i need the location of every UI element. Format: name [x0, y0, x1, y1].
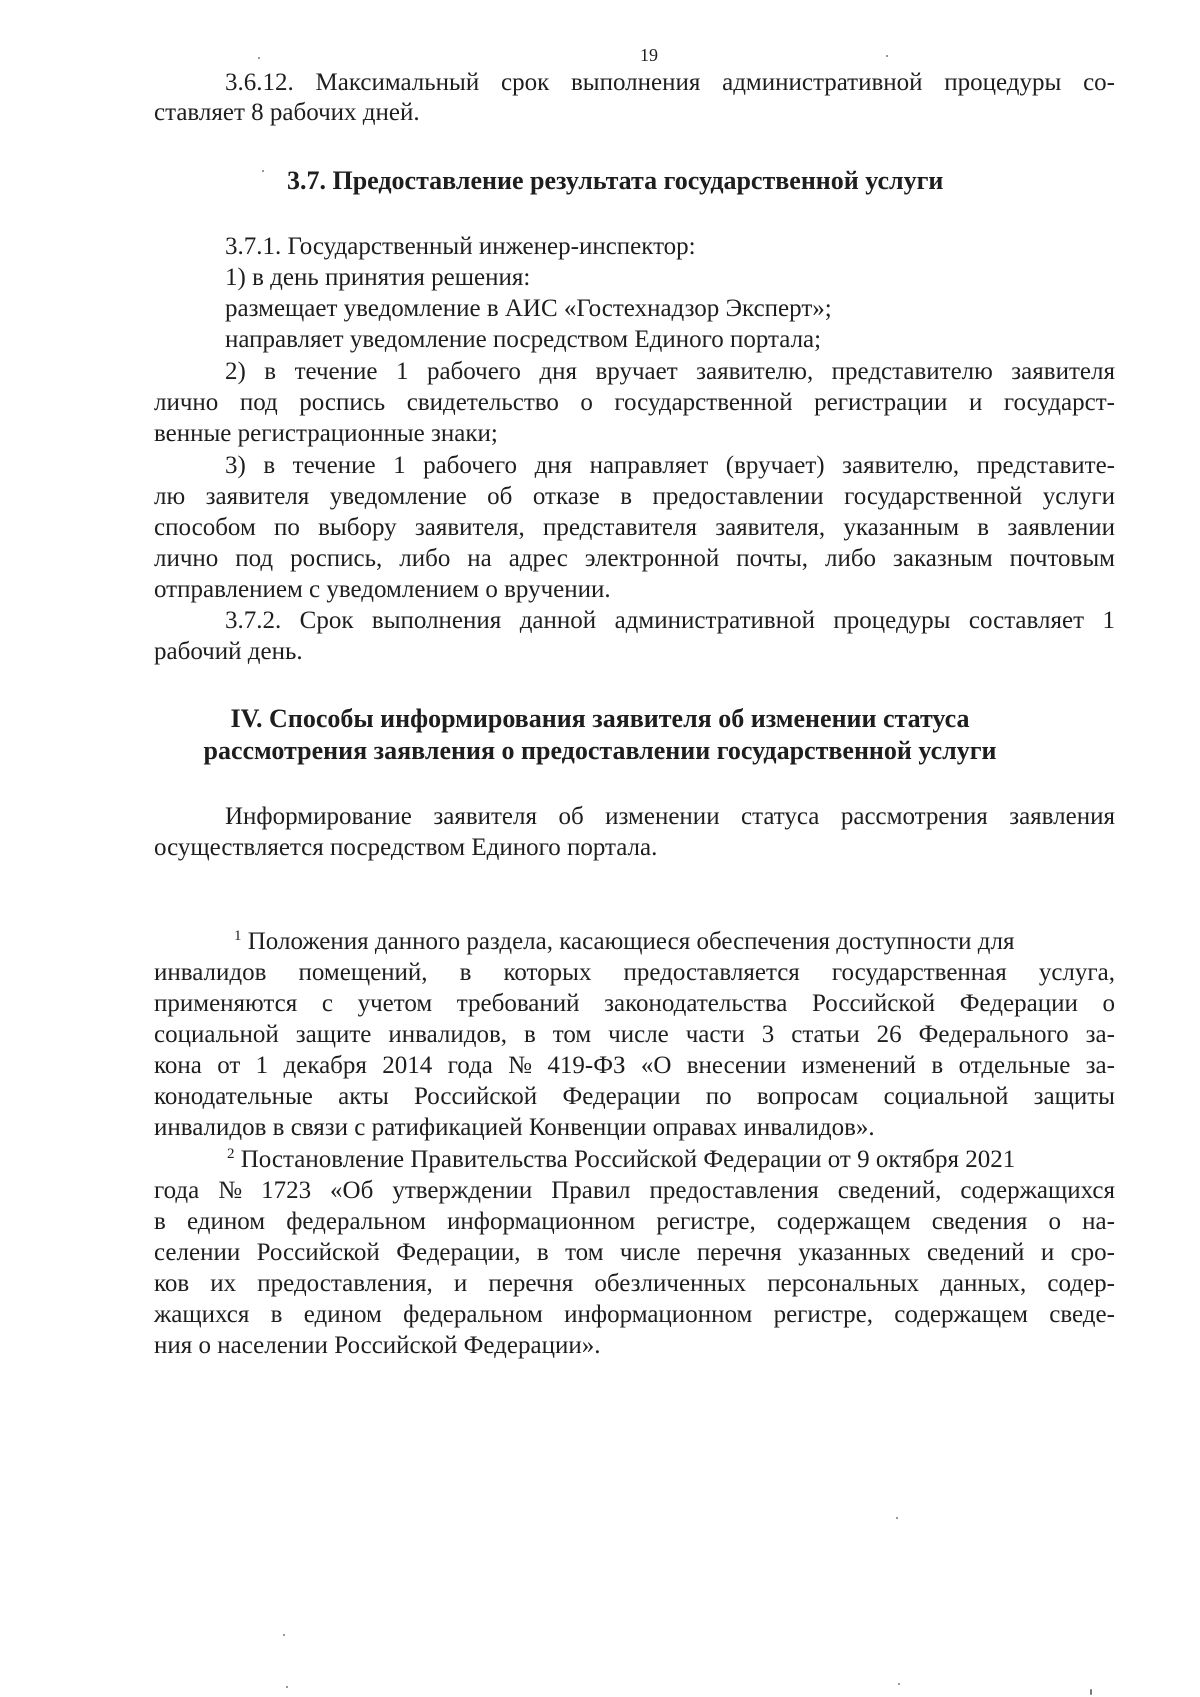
item-2-line-1: 2) в течение 1 рабочего дня вручает заявителю, представителю заявителя: [225, 358, 1115, 385]
item-3-line-2: лю заявителя уведомление об отказе в предоставлении государственной услуги: [154, 483, 1115, 510]
item-3-line-5: отправлением с уведомлением о вручении.: [154, 576, 611, 603]
paragraph-3-7-1-line-3: размещает уведомление в АИС «Гостехнадзор Эксперт»;: [225, 295, 832, 322]
scan-speck: [286, 1686, 288, 1688]
footnote-1-line-1: [234, 927, 1115, 957]
item-2-line-2: лично под роспись свидетельство о государственной регистрации и государст-: [154, 389, 1115, 416]
scan-speck: [886, 55, 888, 57]
footnote-2-line-5: ков их предоставления, и перечня обезличенных персональных данных, содер-: [154, 1270, 1115, 1297]
footnote-2-line-2: года № 1723 «Об утверждении Правил предоставления сведений, содержащихся: [154, 1177, 1115, 1204]
item-3-line-4: лично под роспись, либо на адрес электронной почты, либо заказным почтовым: [154, 545, 1115, 572]
paragraph-3-7-1-line-1: 3.7.1. Государственный инженер-инспектор:: [225, 233, 696, 260]
scan-speck: [258, 57, 260, 59]
scan-speck: [898, 1683, 900, 1685]
scan-speck: [1090, 1689, 1092, 1695]
footnote-1-line-2: инвалидов помещений, в которых предоставляется государственная услуга,: [154, 959, 1115, 986]
footnote-1-mark: 1: [234, 928, 242, 944]
footnote-2-line-1: [227, 1145, 1115, 1175]
paragraph-iv-line-1: Информирование заявителя об изменении статуса рассмотрения заявления: [225, 803, 1115, 830]
paragraph-3-6-12-line-1: 3.6.12. Максимальный срок выполнения административной процедуры со-: [225, 69, 1115, 96]
paragraph-3-7-2-line-1: 3.7.2. Срок выполнения данной административной процедуры составляет 1: [225, 607, 1115, 634]
paragraph-3-7-1-line-4: направляет уведомление посредством Единого портала;: [225, 326, 822, 353]
paragraph-3-6-12-line-2: ставляет 8 рабочих дней.: [154, 99, 420, 126]
paragraph-3-7-2-line-2: рабочий день.: [154, 638, 303, 665]
section-heading-3-7: 3.7. Предоставление результата государственной услуги: [287, 166, 944, 195]
scan-speck: [283, 1634, 285, 1636]
section-heading-iv-line-2: рассмотрения заявления о предоставлении государственной услуги: [203, 736, 997, 765]
footnote-2-line-6: жащихся в едином федеральном информационном регистре, содержащем сведе-: [154, 1301, 1115, 1328]
paragraph-3-7-1-line-2: 1) в день принятия решения:: [225, 264, 531, 291]
item-2-line-3: венные регистрационные знаки;: [154, 420, 498, 447]
page-number: 19: [640, 45, 658, 65]
scan-speck: [896, 1517, 898, 1519]
footnote-1-line-6: конодательные акты Российской Федерации по вопросам социальной защиты: [154, 1083, 1115, 1110]
footnote-2-mark: 2: [227, 1146, 235, 1162]
footnote-1-line-7: инвалидов в связи с ратификацией Конвенции оправах инвалидов».: [154, 1114, 875, 1141]
section-heading-iv-line-1: IV. Способы информирования заявителя об изменении статуса: [230, 704, 970, 733]
footnote-1-line-5: кона от 1 декабря 2014 года № 419-ФЗ «О внесении изменений в отдельные за-: [154, 1052, 1115, 1079]
footnote-1-line-4: социальной защите инвалидов, в том числе части 3 статьи 26 Федерального за-: [154, 1021, 1115, 1048]
item-3-line-3: способом по выбору заявителя, представителя заявителя, указанным в заявлении: [154, 514, 1115, 541]
scan-speck: [262, 170, 264, 172]
paragraph-iv-line-2: осуществляется посредством Единого портала.: [154, 834, 658, 861]
footnote-1-text: Положения данного раздела, касающиеся обеспечения доступности для: [247, 928, 1015, 955]
footnote-2-text: Постановление Правительства Российской Федерации от 9 октября 2021: [240, 1146, 1016, 1173]
item-3-line-1: 3) в течение 1 рабочего дня направляет (вручает) заявителю, представите-: [225, 452, 1115, 479]
footnote-2-line-7: ния о населении Российской Федерации».: [154, 1332, 601, 1359]
footnote-2-line-3: в едином федеральном информационном регистре, содержащем сведения о на-: [154, 1208, 1115, 1235]
footnote-1-line-3: применяются с учетом требований законодательства Российской Федерации о: [154, 990, 1115, 1017]
footnote-2-line-4: селении Российской Федерации, в том числе перечня указанных сведений и сро-: [154, 1239, 1115, 1266]
